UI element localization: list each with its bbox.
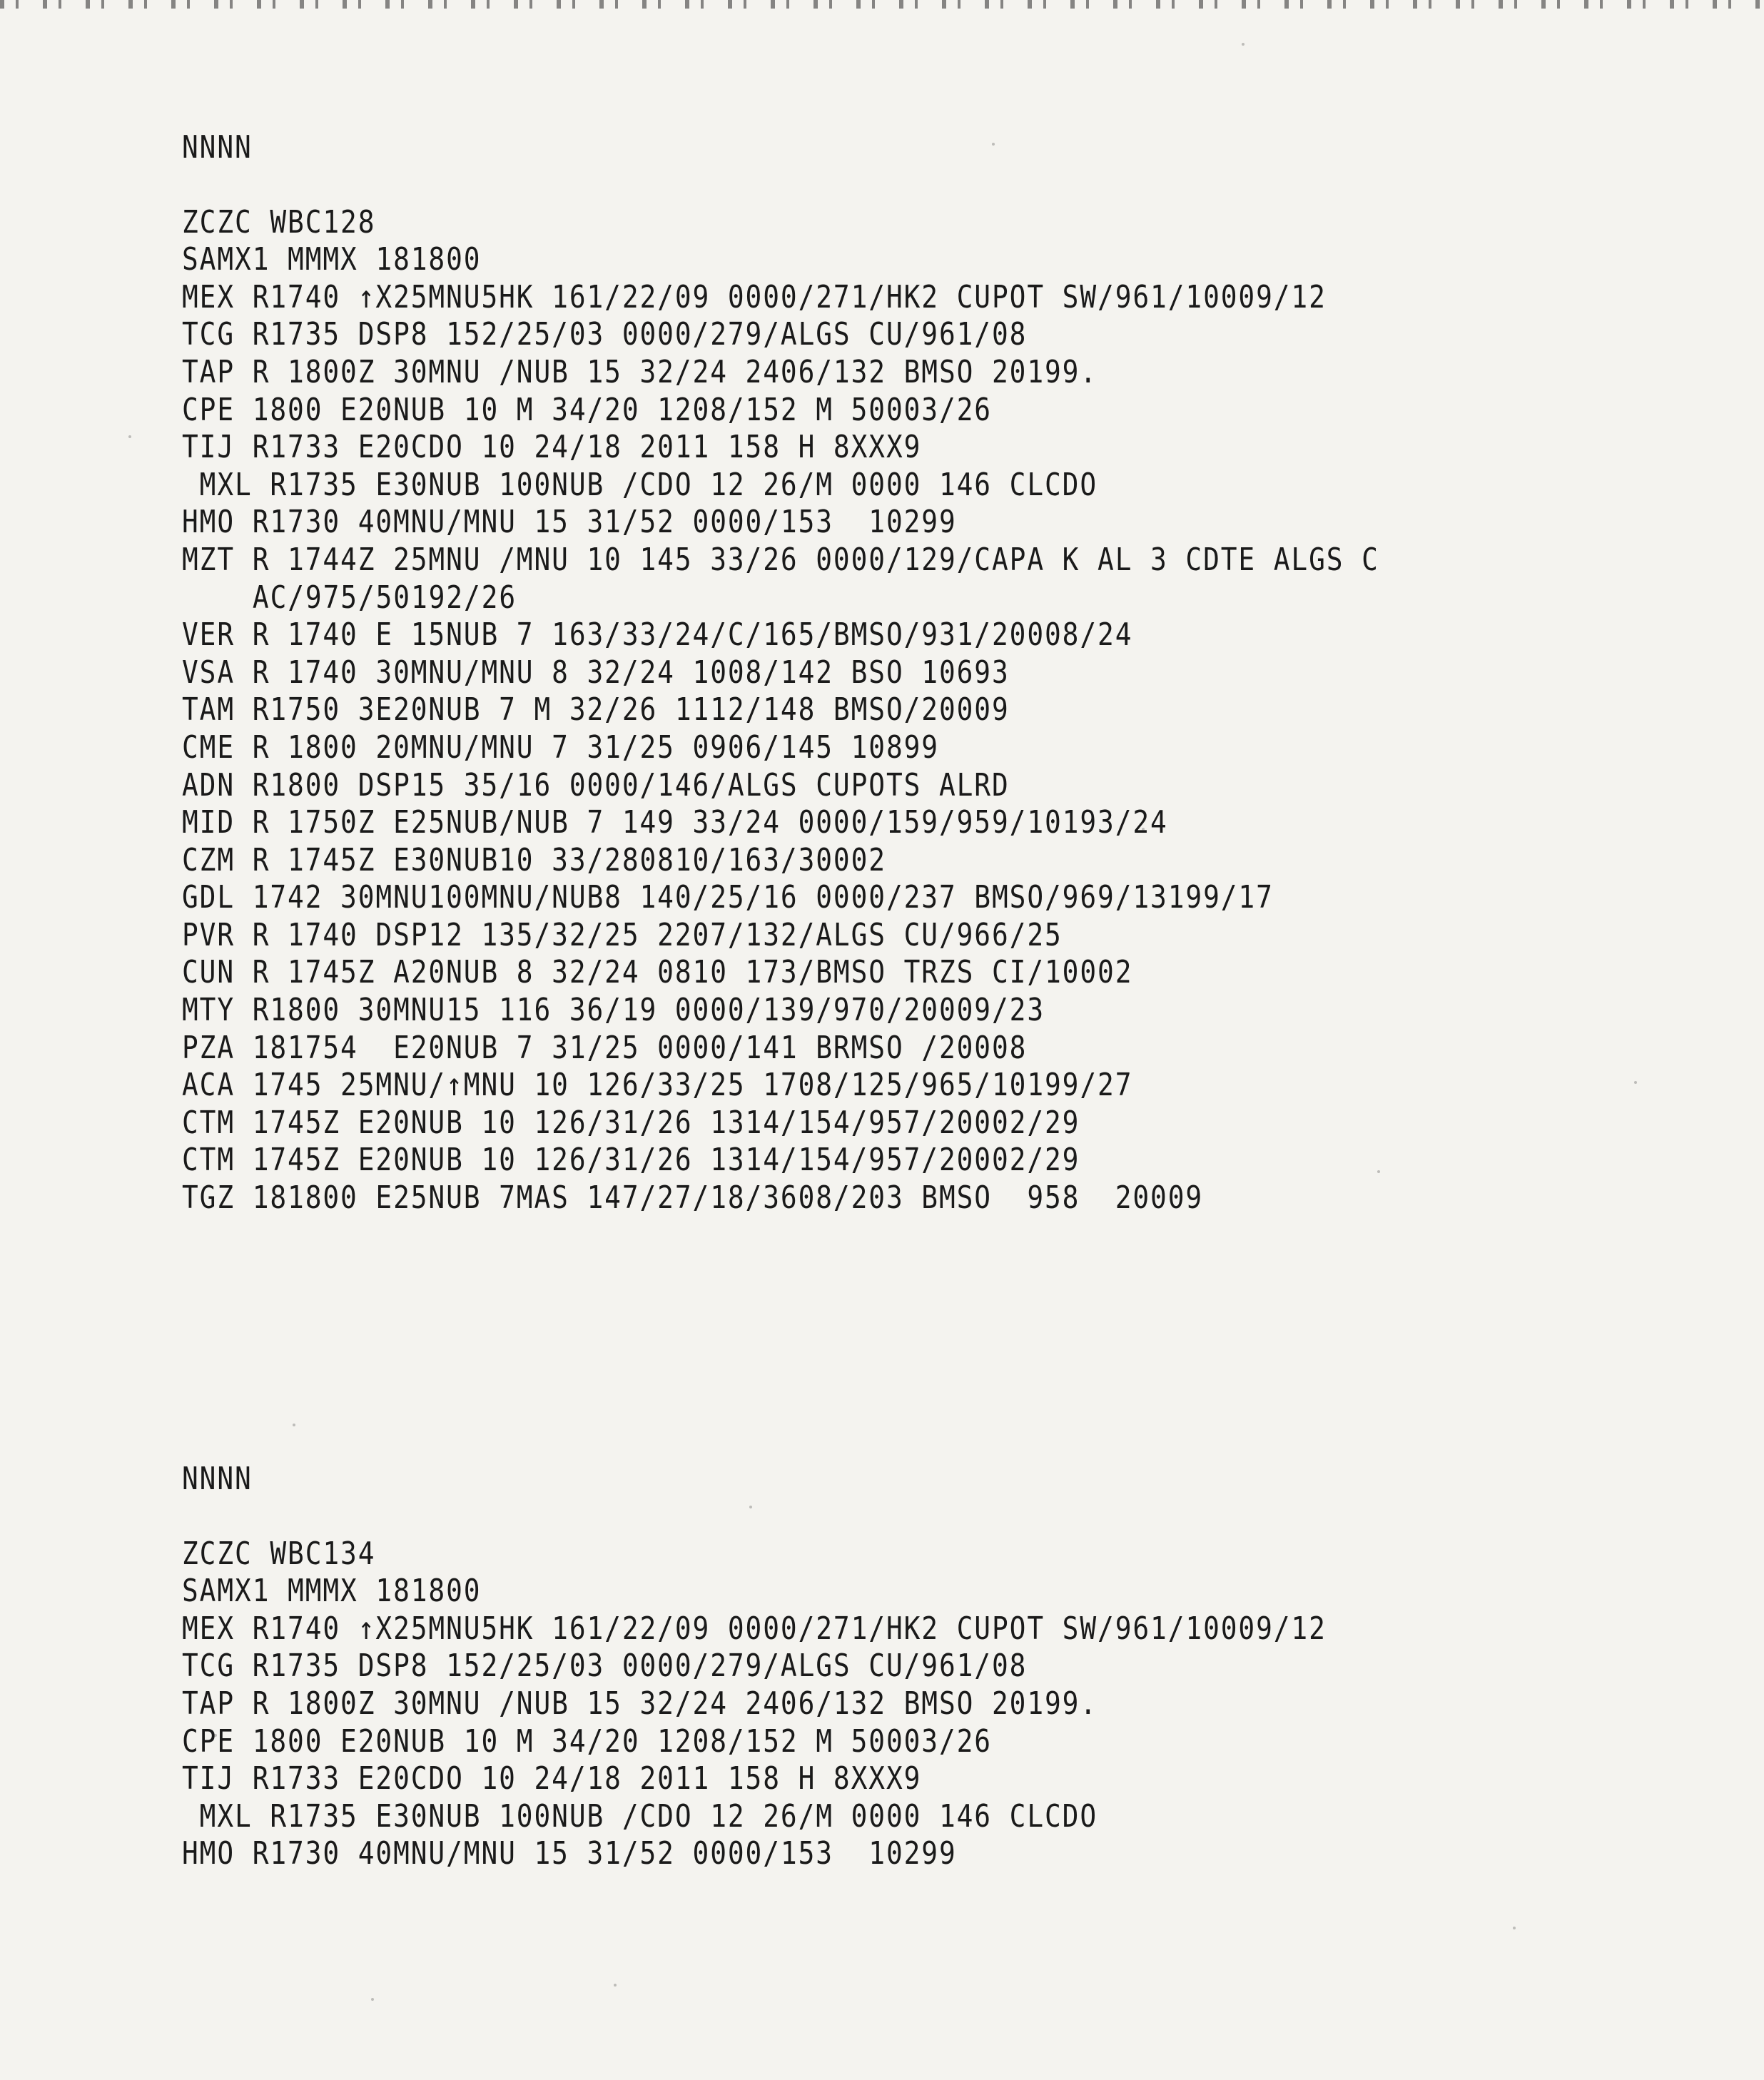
- station-report-line: TAP R 1800Z 30MNU /NUB 15 32/24 2406/132 BMSO 20199.: [182, 353, 1098, 390]
- station-report-line: MEX R1740 ↑X25MNU5HK 161/22/09 0000/271/HK2 CUPOT SW/961/10009/12: [182, 278, 1327, 315]
- station-report-line: ACA 1745 25MNU/↑MNU 10 126/33/25 1708/125/965/10199/27: [182, 1067, 1133, 1104]
- message-block-1: [182, 129, 1574, 1217]
- station-report-line: ADN R1800 DSP15 35/16 0000/146/ALGS CUPOTS ALRD: [182, 766, 1010, 803]
- station-report-line: HMO R1730 40MNU/MNU 15 31/52 0000/153 10299: [182, 504, 957, 541]
- bulletin-header-line: SAMX1 MMMX 181800: [182, 1573, 482, 1610]
- station-report-line: MTY R1800 30MNU15 116 36/19 0000/139/970/20009/23: [182, 992, 1045, 1029]
- end-separator: NNNN: [182, 129, 253, 166]
- message-block-2: [182, 1461, 1513, 1873]
- station-report-line: CUN R 1745Z A20NUB 8 32/24 0810 173/BMSO TRZS CI/10002: [182, 954, 1133, 991]
- station-report-line: VER R 1740 E 15NUB 7 163/33/24/C/165/BMSO/931/20008/24: [182, 617, 1133, 654]
- station-report-line: TCG R1735 DSP8 152/25/03 0000/279/ALGS CU/961/08: [182, 1648, 1028, 1685]
- bulletin-header-line: SAMX1 MMMX 181800: [182, 241, 482, 278]
- station-report-line: CPE 1800 E20NUB 10 M 34/20 1208/152 M 50003/26: [182, 1723, 992, 1760]
- station-report-line: MEX R1740 ↑X25MNU5HK 161/22/09 0000/271/HK2 CUPOT SW/961/10009/12: [182, 1610, 1327, 1647]
- paper-speck: [293, 1424, 295, 1426]
- station-report-line: HMO R1730 40MNU/MNU 15 31/52 0000/153 10299: [182, 1835, 957, 1872]
- station-report-line: MXL R1735 E30NUB 100NUB /CDO 12 26/M 0000 146 CLCDO: [182, 1797, 1098, 1835]
- station-report-line: TGZ 181800 E25NUB 7MAS 147/27/18/3608/203 BMSO 958 20009: [182, 1179, 1204, 1217]
- station-report-line: CME R 1800 20MNU/MNU 7 31/25 0906/145 10899: [182, 729, 939, 766]
- paper-speck: [371, 1998, 374, 2001]
- station-report-line: TIJ R1733 E20CDO 10 24/18 2011 158 H 8XXX9: [182, 429, 922, 466]
- station-report-line: TAP R 1800Z 30MNU /NUB 15 32/24 2406/132 BMSO 20199.: [182, 1685, 1098, 1722]
- station-report-line: MZT R 1744Z 25MNU /MNU 10 145 33/26 0000/129/CAPA K AL 3 CDTE ALGS C: [182, 541, 1379, 578]
- paper-speck: [749, 1506, 752, 1508]
- station-report-line: MID R 1750Z E25NUB/NUB 7 149 33/24 0000/159/959/10193/24: [182, 804, 1168, 841]
- station-report-line: VSA R 1740 30MNU/MNU 8 32/24 1008/142 BSO 10693: [182, 654, 1010, 691]
- station-report-line: CTM 1745Z E20NUB 10 126/31/26 1314/154/957/20002/29: [182, 1142, 1080, 1179]
- paper-speck: [128, 435, 131, 438]
- station-report-line: CPE 1800 E20NUB 10 M 34/20 1208/152 M 50003/26: [182, 391, 992, 428]
- paper-speck: [614, 1984, 617, 1987]
- station-report-line: PZA 181754 E20NUB 7 31/25 0000/141 BRMSO /20008: [182, 1029, 1028, 1066]
- station-report-line: TIJ R1733 E20CDO 10 24/18 2011 158 H 8XXX9: [182, 1760, 922, 1797]
- torn-edge-strip: [0, 0, 1764, 9]
- paper-speck: [992, 143, 995, 146]
- station-report-line: PVR R 1740 DSP12 135/32/25 2207/132/ALGS CU/966/25: [182, 916, 1063, 953]
- paper-speck: [1513, 1927, 1516, 1929]
- paper-speck: [1142, 828, 1145, 831]
- paper-speck: [1377, 1170, 1380, 1173]
- message-header-line: ZCZC WBC128: [182, 203, 376, 240]
- paper-speck: [1242, 43, 1245, 46]
- station-report-line: CTM 1745Z E20NUB 10 126/31/26 1314/154/957/20002/29: [182, 1104, 1080, 1141]
- paper-speck: [214, 1734, 217, 1737]
- station-report-line: GDL 1742 30MNU100MNU/NUB8 140/25/16 0000/237 BMSO/969/13199/17: [182, 879, 1274, 916]
- station-report-continuation: AC/975/50192/26: [252, 579, 517, 616]
- station-report-line: MXL R1735 E30NUB 100NUB /CDO 12 26/M 0000 146 CLCDO: [182, 466, 1098, 503]
- paper-speck: [1634, 1081, 1637, 1084]
- message-header-line: ZCZC WBC134: [182, 1535, 376, 1572]
- station-report-line: CZM R 1745Z E30NUB10 33/280810/163/30002: [182, 841, 886, 878]
- station-report-line: TAM R1750 3E20NUB 7 M 32/26 1112/148 BMSO/20009: [182, 691, 1010, 729]
- station-report-line: TCG R1735 DSP8 152/25/03 0000/279/ALGS CU/961/08: [182, 316, 1028, 353]
- end-separator: NNNN: [182, 1461, 253, 1497]
